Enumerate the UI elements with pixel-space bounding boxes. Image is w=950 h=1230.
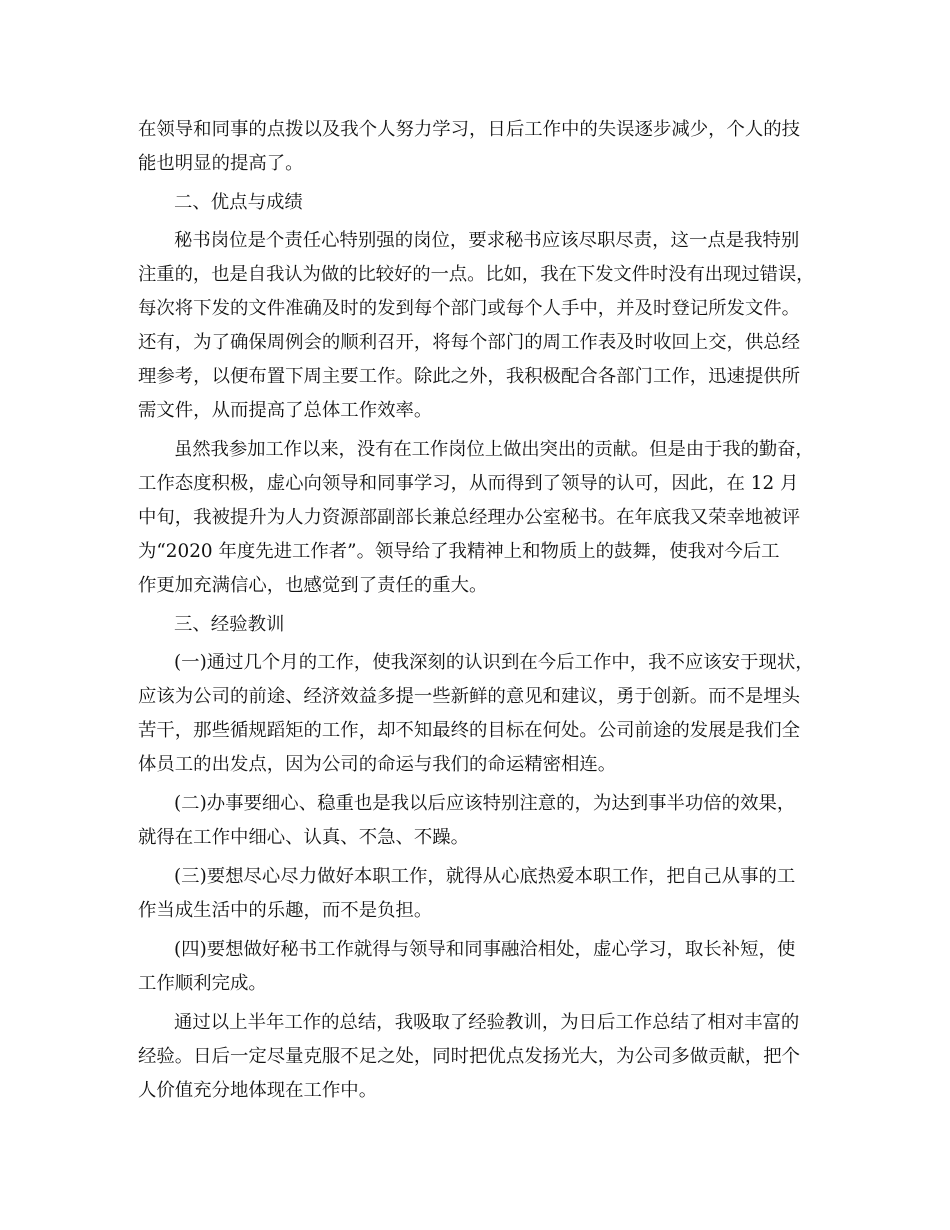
text-line: 能也明显的提高了。 (138, 153, 304, 174)
text-line: 注重的，也是自我认为做的比较好的一点。比如，我在下发文件时没有出现过错误， (138, 264, 815, 285)
text-line: 理参考，以便布置下周主要工作。除此之外，我积极配合各部门工作，迅速提供所 (138, 366, 801, 387)
text-line: (四)要想做好秘书工作就得与领导和同事融洽相处，虚心学习，取长补短，使 (174, 939, 796, 960)
text-line: 体员工的出发点，因为公司的命运与我们的命运精密相连。 (138, 754, 617, 775)
text-line: 作当成生活中的乐趣，而不是负担。 (138, 900, 433, 921)
text-line: 中旬，我被提升为人力资源部副部长兼总经理办公室秘书。在年底我又荣幸地被评 (138, 507, 801, 528)
text-line: 通过以上半年工作的总结，我吸取了经验教训，为日后工作总结了相对丰富的 (174, 1012, 800, 1033)
text-line: 秘书岗位是个责任心特别强的岗位，要求秘书应该尽职尽责，这一点是我特别 (174, 230, 800, 251)
text-line: 还有，为了确保周例会的顺利召开，将每个部门的周工作表及时收回上交，供总经 (138, 332, 801, 353)
text-line: 虽然我参加工作以来，没有在工作岗位上做出突出的贡献。但是由于我的勤奋， (174, 439, 814, 460)
text-line: 在领导和同事的点拨以及我个人努力学习，日后工作中的失误逐步减少，个人的技 (138, 119, 801, 140)
text-line: 工作态度积极，虚心向领导和同事学习，从而得到了领导的认可，因此，在 12 月 (138, 473, 799, 494)
text-line: 经验。日后一定尽量克服不足之处，同时把优点发扬光大，为公司多做贡献，把个 (138, 1046, 801, 1067)
text-line: (三)要想尽心尽力做好本职工作，就得从心底热爱本职工作，把自己从事的工 (174, 866, 796, 887)
text-line: (一)通过几个月的工作，使我深刻的认识到在今后工作中，我不应该安于现状， (174, 652, 814, 673)
text-line: 作更加充满信心，也感觉到了责任的重大。 (138, 575, 488, 596)
text-line: 就得在工作中细心、认真、不急、不躁。 (138, 827, 470, 848)
text-line: 需文件，从而提高了总体工作效率。 (138, 400, 433, 421)
text-line: 为“2020 年度先进工作者”。领导给了我精神上和物质上的鼓舞，使我对今后工 (138, 541, 780, 562)
section-heading: 三、经验教训 (174, 614, 285, 635)
text-line: 应该为公司的前途、经济效益多提一些新鲜的意见和建议，勇于创新。而不是埋头 (138, 686, 801, 707)
text-line: 工作顺利完成。 (138, 973, 267, 994)
text-line: 每次将下发的文件准确及时的发到每个部门或每个人手中，并及时登记所发文件。 (138, 298, 801, 319)
text-line: (二)办事要细心、稳重也是我以后应该特别注意的，为达到事半功倍的效果， (174, 793, 796, 814)
text-line: 人价值充分地体现在工作中。 (138, 1080, 378, 1101)
text-line: 苦干，那些循规蹈矩的工作，却不知最终的目标在何处。公司前途的发展是我们全 (138, 720, 801, 741)
section-heading: 二、优点与成绩 (174, 192, 303, 213)
